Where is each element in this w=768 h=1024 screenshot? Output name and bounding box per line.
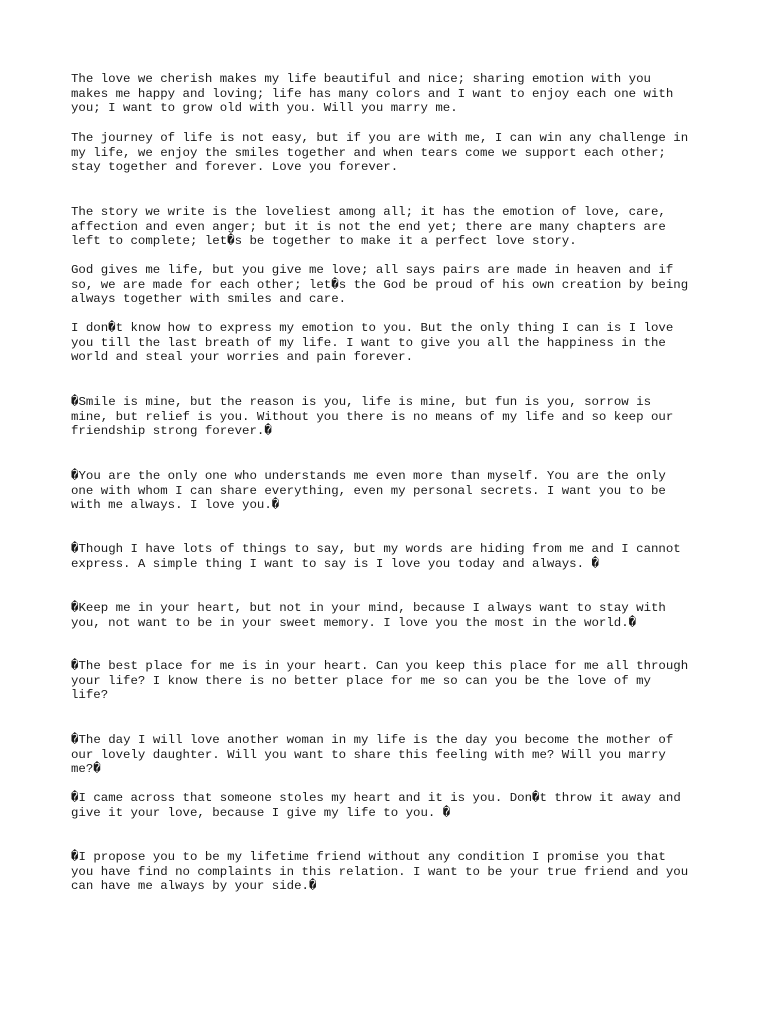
paragraph-3: The story we write is the loveliest among all; it has the emotion of love, care, affection and even anger; but it is not the end yet; there are many chapters are left to complete; let�s be together to make it a perfect love story. bbox=[71, 205, 666, 249]
paragraph-12: �I came across that someone stoles my heart and it is you. Don�t throw it away and give it your love, because I give my life to you. � bbox=[71, 791, 681, 820]
paragraph-7: �You are the only one who understands me even more than myself. You are the only one with whom I can share everything, even my personal secrets. I want you to be with me always. I love you.� bbox=[71, 469, 666, 513]
paragraph-13: �I propose you to be my lifetime friend without any condition I promise you that you have find no complaints in this relation. I want to be your true friend and you can have me always by your side.� bbox=[71, 850, 689, 894]
paragraph-8: �Though I have lots of things to say, but my words are hiding from me and I cannot express. A simple thing I want to say is I love you today and always. � bbox=[71, 542, 681, 571]
paragraph-4: God gives me life, but you give me love; all says pairs are made in heaven and if so, we are made for each other; let�s the God be proud of his own creation by being always together with smiles and care. bbox=[71, 263, 689, 307]
paragraph-9: �Keep me in your heart, but not in your mind, because I always want to stay with you, not want to be in your sweet memory. I love you the most in the world.� bbox=[71, 601, 666, 630]
paragraph-5: I don�t know how to express my emotion to you. But the only thing I can is I love you till the last breath of my life. I want to give you all the happiness in the world and steal your worries and pain forever. bbox=[71, 321, 674, 365]
paragraph-6: �Smile is mine, but the reason is you, life is mine, but fun is you, sorrow is mine, but relief is you. Without you there is no means of my life and so keep our friendship strong forever.� bbox=[71, 395, 674, 439]
paragraph-2: The journey of life is not easy, but if you are with me, I can win any challenge in my life, we enjoy the smiles together and when tears come we support each other; stay together and forever. Love you forever. bbox=[71, 131, 689, 175]
paragraph-11: �The day I will love another woman in my life is the day you become the mother of our lovely daughter. Will you want to share this feeling with me? Will you marry me?� bbox=[71, 733, 674, 777]
paragraph-10: �The best place for me is in your heart. Can you keep this place for me all through your life? I know there is no better place for me so can you be the love of my life? bbox=[71, 659, 689, 703]
paragraph-1: The love we cherish makes my life beautiful and nice; sharing emotion with you makes me happy and loving; life has many colors and I want to enjoy each one with you; I want to grow old with you. Will you marry me. bbox=[71, 72, 674, 116]
